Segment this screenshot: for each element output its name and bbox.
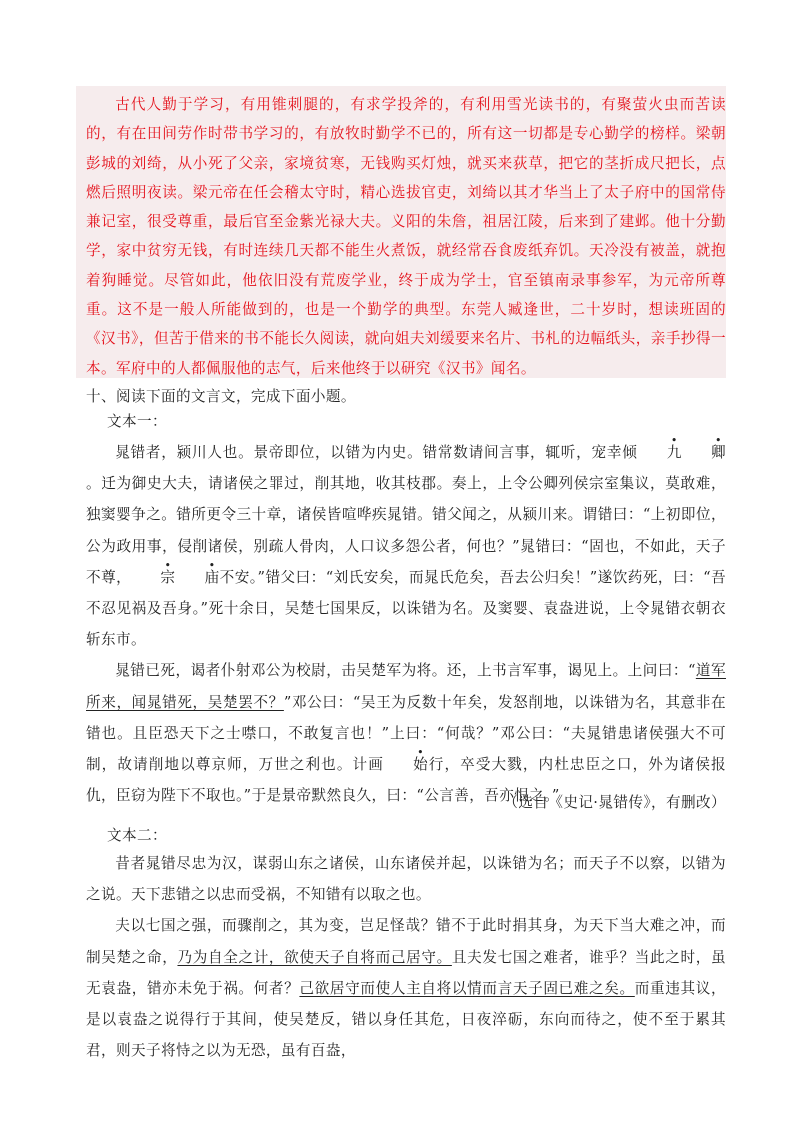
text-run: 晁错已死，谒者仆射邓公为校尉，击吴楚军为将。还，上书言军事，谒见上。上问曰：“: [115, 662, 696, 680]
text1-body: [86, 437, 726, 811]
dotted-char: 卿: [711, 444, 726, 461]
text2-body: [86, 848, 726, 1066]
text-run: 不安。”错父曰：“刘氏安矣，而晁氏危矣，吾去公归矣！”遂饮药死，曰：“吾不忍见祸及吾身。”死十余日，吴楚七国果反，以诛错为名。及窦婴、袁盎进说，上令晁错衣朝衣斩东市。: [86, 568, 727, 649]
underlined-sentence: 己欲居守而使人主自将以情而言天子固已难之矣。: [299, 979, 635, 997]
text-run: 夫以七国之强，而骤削之，其为变，岂足怪哉？错不于此时捐其身，为天下当大难之冲，而制吴楚之命，: [86, 917, 726, 966]
text2-paragraph-1: 昔者晁错尽忠为汉，谋弱山东之诸侯，山东诸侯并起，以诛错为名；而天子不以察，以错为之说。天下悲错之以忠而受祸，不知错有以取之也。: [86, 855, 726, 904]
text-run: 。迁为御史大夫，请诸侯之罪过，削其地，收其枝郡。奏上，上令公卿列侯宗室集议，莫敢难，独窦婴争之。错所更令三十章，诸侯皆喧哗疾晁错。错父闻之，从颍川来。谓错曰：“上初即位，公为政用事，侵削诸侯，别疏人骨肉，人口议多怨公者，何也？”晁错曰：“固也，不如此，天子不尊，: [86, 475, 726, 586]
text1-paragraph-1: [86, 437, 726, 655]
translation-paragraph: 古代人勤于学习，有用锥刺腿的，有求学投斧的，有利用雪光读书的，有聚萤火虫而苦读的，有在田间劳作时带书学习的，有放牧时勤学不已的，所有这一切都是专心勤学的榜样。梁朝彭城的刘绮，从小死了父亲，家境贫寒，无钱购买灯烛，就买来荻草，把它的茎折成尺把长，点燃后照明夜读。梁元帝在任会稽太守时，精心选拔官吏，刘绮以其才华当上了太子府中的国常侍兼记室，很受尊重，最后官至金紫光禄大夫。义阳的朱詹，祖居江陵，后来到了建邺。他十分勤学，家中贫穷无钱，有时连续几天都不能生火煮饭，就经常吞食废纸弃饥。天冷没有被盖，就抱着狗睡觉。尽管如此，他依旧没有荒废学业，终于成为学士，官至镇南录事参军，为元帝所尊重。这不是一般人所能做到的，也是一个勤学的典型。东莞人臧逢世，二十岁时，想读班固的《汉书》，但苦于借来的书不能长久阅读，就向姐夫刘缓要来名片、书札的边幅纸头，亲手抄得一本。军府中的人都佩服他的志气，后来他终于以研究《汉书》闻名。: [86, 96, 726, 377]
dotted-char: 九: [666, 444, 682, 461]
text1-paragraph-2: [86, 655, 726, 811]
dotted-char: 始: [413, 756, 429, 774]
text-run: 且夫发七国之难者，谁乎？当此之时，虽无袁盎，错亦未免于祸。何者？: [86, 948, 726, 997]
underlined-sentence: 乃为自全之计，欲使天子自将而己居守。: [177, 948, 452, 966]
dotted-char: 庙: [204, 568, 220, 586]
translation-passage: [86, 90, 726, 383]
text1-label: 文本一：: [107, 413, 167, 430]
text-run: 行，卒受大戮，内杜忠臣之口，外为诸侯报仇，臣窃为陛下不取也。”于是景帝默然良久，曰：“公言善，吾亦恨之。”: [86, 756, 726, 805]
source-citation: （选自《史记·晁错传》，有删改）: [503, 794, 726, 811]
text-run: ”邓公曰：“吴王为反数十年矣，发怒削地，以诛错为名，其意非在错也。且臣恐天下之士噤口，不敢复言也！”上曰：“何哉？”邓公曰：“夫晁错患诸侯强大不可制，故请削地以尊京师，万世之利也。计画: [86, 693, 726, 774]
underlined-sentence: 道军所来，闻晁错死，吴楚罢不？: [86, 662, 726, 711]
text-run: 而重违其议，是以袁盎之说得行于其间，使吴楚反，错以身任其危，日夜淬砺，东向而待之，使不至于累其君，则天子将恃之以为无恐，虽有百盎，: [86, 979, 726, 1060]
text-run: 晁错者，颍川人也。景帝即位，以错为内史。错常数请间言事，辄听，宠幸倾: [115, 444, 638, 461]
text2-label: 文本二：: [107, 827, 167, 844]
text2-paragraph-2: [86, 910, 726, 1066]
question-heading: 十、阅读下面的文言文，完成下面小题。: [86, 388, 356, 405]
dotted-char: 宗: [160, 568, 176, 586]
